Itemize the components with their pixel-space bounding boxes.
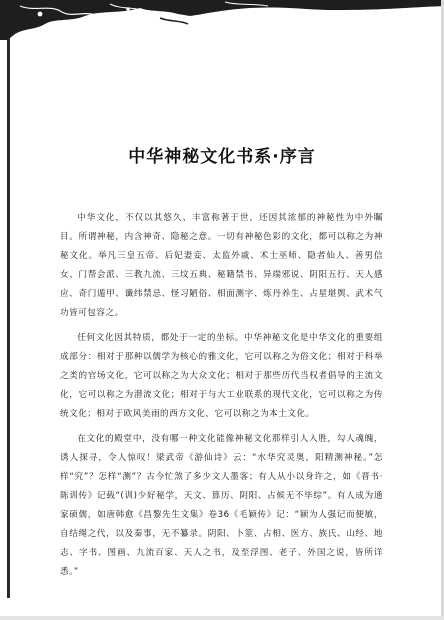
paragraph-1: 中华文化，不仅以其悠久、丰富称著于世，还因其浓郁的神秘性为中外瞩目。所谓神秘，内含神奇、隐秘之意。一切有神秘色彩的文化，都可以称之为神秘文化。举凡三皇五帝、后妃妻妾、太监外戚、术士巫师、隐者仙人、善男信女、门帮会派、三教九流、三坟五典、秘籍禁书、异端邪说、阴阳五行、天人感应、奇门遁甲、谶纬禁忌、怪习陋俗、相面测字、炼丹养生、占星堪舆、武术气功皆可包容之。 bbox=[60, 213, 383, 318]
paragraph-3: 在文化的殿堂中，没有哪一种文化能像神秘文化那样引人入胜，勾人魂魄，诱人探寻，令人惊叹！梁武帝《游仙诗》云：“水华究灵奥，阳精测神秘。”怎样“究”？怎样“测”？古今忙煞了多少文人墨客；有人从小以身许之，如《晋书·陈训传》记载“(训)少好秘学，天文、算历、阴阳、占候无不毕综”。有人成为通家硕儒，如唐韩愈《昌黎先生文集》卷36《毛颖传》记：“颖为人强记而便敏，自结绳之代，以及秦事，无不纂录。阴阳、卜筮、占相、医方、族氏、山经、地志、字书、图画、九流百家、天人之书，及至浮图、老子、外国之说，皆所详悉。” bbox=[60, 434, 383, 577]
left-frame-line bbox=[7, 38, 10, 598]
page-title: 中华神秘文化书系·序言 bbox=[128, 147, 316, 168]
paragraph-2: 任何文化因其特质，都处于一定的坐标。中华神秘文化是中华文化的重要组成部分：相对于那种以儒学为核心的雅文化，它可以称之为俗文化；相对于科举之类的官场文化，它可以称之为大众文化；相对于那些历代当权者倡导的主流文化，它可以称之为潜流文化；相对于与大工业联系的现代文化，它可以称之为传统文化；相对于欧风美雨的西方文化，它可以称之为本土文化。 bbox=[60, 333, 383, 419]
preface-body bbox=[60, 209, 383, 582]
scan-edge-bottom bbox=[0, 616, 444, 620]
dragon-ornament-icon bbox=[0, 0, 444, 40]
